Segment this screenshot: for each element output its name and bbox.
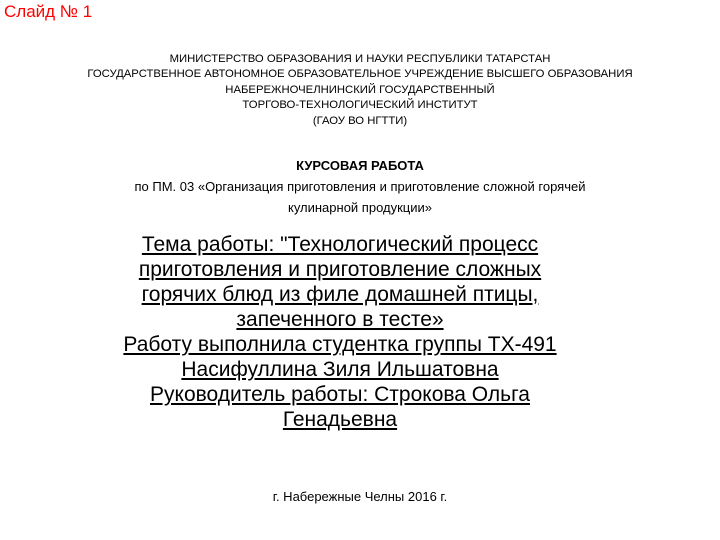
course-subtitle-line: кулинарной продукции» bbox=[287, 200, 432, 215]
course-block bbox=[0, 156, 720, 218]
header-line: ТОРГОВО-ТЕХНОЛОГИЧЕСКИЙ ИНСТИТУТ bbox=[242, 99, 478, 112]
topic-line bbox=[0, 232, 680, 257]
header-line: МИНИСТЕРСТВО ОБРАЗОВАНИЯ И НАУКИ РЕСПУБЛИКИ ТАТАРСТАН bbox=[169, 53, 551, 65]
topic-line bbox=[0, 282, 680, 307]
topic-line bbox=[0, 257, 680, 282]
student-name bbox=[0, 357, 680, 382]
course-title: КУРСОВАЯ РАБОТА bbox=[296, 158, 424, 173]
header-line: НАБЕРЕЖНОЧЕЛНИНСКИЙ ГОСУДАРСТВЕННЫЙ bbox=[225, 83, 495, 96]
topic-line-text: Тема работы: "Технологический процесс bbox=[141, 233, 539, 256]
header-line: (ГАОУ ВО НГТТИ) bbox=[312, 114, 408, 127]
topic-line-text: приготовления и приготовление сложных bbox=[138, 258, 542, 281]
course-subtitle bbox=[0, 176, 720, 218]
institution-header bbox=[0, 52, 720, 129]
slide-number-label: Слайд № 1 bbox=[4, 2, 93, 21]
student-name-text: Насифуллина Зиля Ильшатовна bbox=[181, 358, 499, 381]
supervisor-line-text: Генадьевна bbox=[282, 408, 398, 431]
topic-line-text: горячих блюд из филе домашней птицы, bbox=[141, 283, 539, 306]
supervisor-line bbox=[0, 407, 680, 432]
student-line-text: Работу выполнила студентка группы ТХ-491 bbox=[123, 333, 557, 356]
topic-line-text: запеченного в тесте» bbox=[236, 308, 444, 331]
work-topic-block bbox=[0, 232, 680, 432]
header-line: ГОСУДАРСТВЕННОЕ АВТОНОМНОЕ ОБРАЗОВАТЕЛЬНОЕ УЧРЕЖДЕНИЕ ВЫСШЕГО ОБРАЗОВАНИЯ bbox=[87, 68, 633, 81]
city-year-footer: г. Набережные Челны 2016 г. bbox=[272, 489, 448, 504]
student-line bbox=[0, 332, 680, 357]
supervisor-line bbox=[0, 382, 680, 407]
topic-line bbox=[0, 307, 680, 332]
supervisor-line-text: Руководитель работы: Строкова Ольга bbox=[150, 383, 530, 406]
course-subtitle-line: по ПМ. 03 «Организация приготовления и приготовление сложной горячей bbox=[134, 179, 586, 194]
